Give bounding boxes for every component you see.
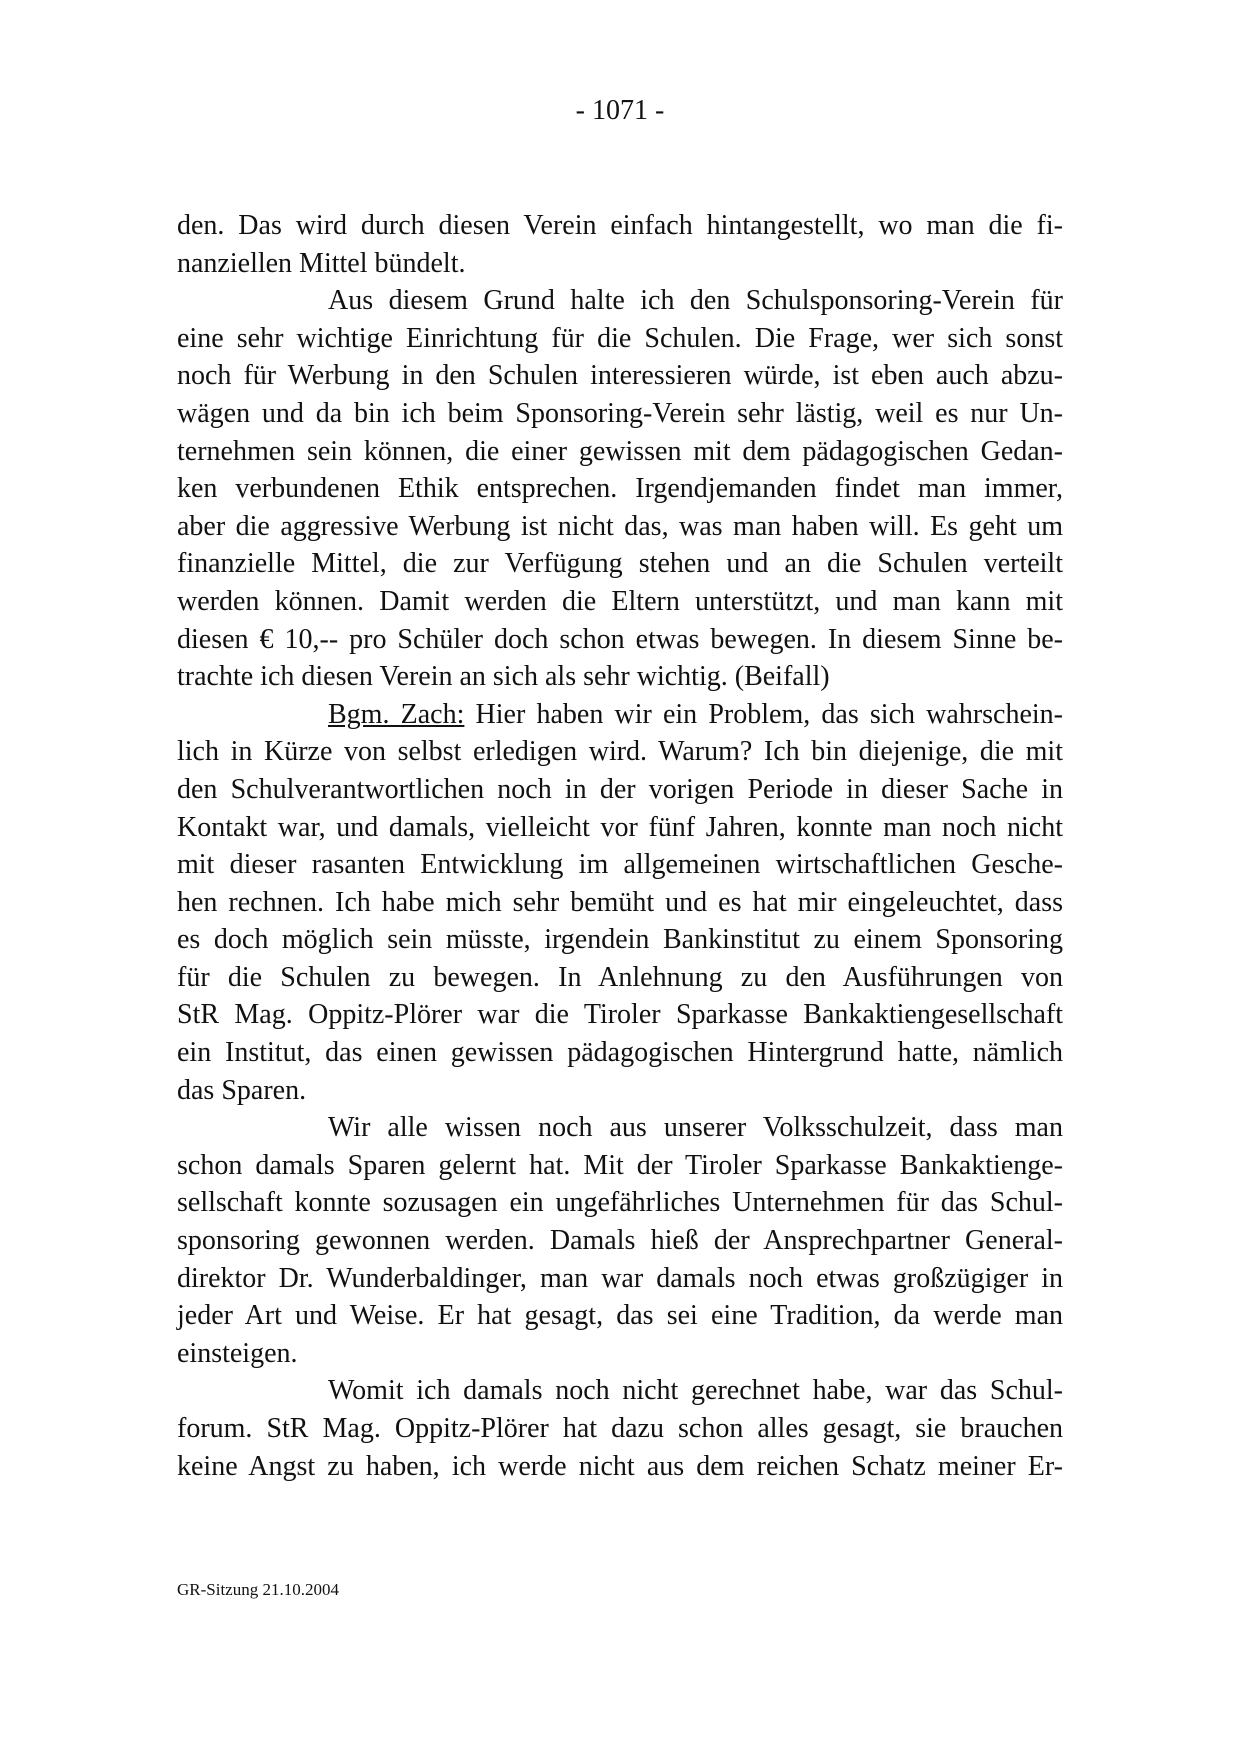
text-line: diesen € 10,-- pro Schüler doch schon etwas bewegen. In diesem Sinne be- — [177, 623, 1063, 655]
text-line: schon damals Sparen gelernt hat. Mit der Tiroler Sparkasse Bankaktienge- — [177, 1149, 1063, 1181]
text-line: werden können. Damit werden die Eltern unterstützt, und man kann mit — [177, 585, 1063, 617]
text-line: Kontakt war, und damals, vielleicht vor fünf Jahren, konnte man noch nicht — [177, 811, 1063, 843]
text-line: StR Mag. Oppitz-Plörer war die Tiroler Sparkasse Bankaktiengesellschaft — [177, 999, 1063, 1031]
speech-text: Hier haben wir ein Problem, das sich wahrschein- — [464, 698, 1063, 730]
text-line: sponsoring gewonnen werden. Damals hieß der Ansprechpartner General- — [177, 1225, 1063, 1257]
text-line: jeder Art und Weise. Er hat gesagt, das sei eine Tradition, da werde man — [177, 1300, 1063, 1332]
text-line: Womit ich damals noch nicht gerechnet habe, war das Schul- — [328, 1375, 1063, 1407]
document-body — [177, 207, 1063, 1485]
text-line: es doch möglich sein müsste, irgendein Bankinstitut zu einem Sponsoring — [177, 924, 1063, 956]
paragraph — [177, 1372, 1063, 1485]
text-line: ternehmen sein können, die einer gewissen mit dem pädagogischen Gedan- — [177, 435, 1063, 467]
speaker-name: Bgm. Zach: — [328, 698, 465, 730]
text-line: noch für Werbung in den Schulen interessieren würde, ist eben auch abzu- — [177, 360, 1063, 392]
text-line — [177, 696, 1063, 734]
text-line: den Schulverantwortlichen noch in der vorigen Periode in dieser Sache in — [177, 773, 1063, 805]
text-line: sellschaft konnte sozusagen ein ungefährliches Unternehmen für das Schul- — [177, 1187, 1063, 1219]
paragraph — [177, 1109, 1063, 1372]
text-line: aber die aggressive Werbung ist nicht das, was man haben will. Es geht um — [177, 510, 1063, 542]
text-line: direktor Dr. Wunderbaldinger, man war damals noch etwas großzügiger in — [177, 1262, 1063, 1294]
text-line: mit dieser rasanten Entwicklung im allgemeinen wirtschaftlichen Gesche- — [177, 849, 1063, 881]
paragraph — [177, 207, 1063, 282]
text-line: wägen und da bin ich beim Sponsoring-Verein sehr lästig, weil es nur Un- — [177, 397, 1063, 429]
text-line: für die Schulen zu bewegen. In Anlehnung zu den Ausführungen von — [177, 961, 1063, 993]
text-line: lich in Kürze von selbst erledigen wird. Warum? Ich bin diejenige, die mit — [177, 736, 1063, 768]
text-line: Wir alle wissen noch aus unserer Volksschulzeit, dass man — [328, 1112, 1063, 1144]
text-line: eine sehr wichtige Einrichtung für die Schulen. Die Frage, wer sich sonst — [177, 322, 1063, 354]
text-line: den. Das wird durch diesen Verein einfach hintangestellt, wo man die fi- — [177, 210, 1063, 241]
text-line: Aus diesem Grund halte ich den Schulsponsoring-Verein für — [328, 285, 1063, 317]
page-number: - 1071 - — [575, 95, 665, 126]
paragraph — [177, 282, 1063, 696]
text-line: nanziellen Mittel bündelt. — [177, 247, 466, 279]
text-line: ein Institut, das einen gewissen pädagogischen Hintergrund hatte, nämlich — [177, 1037, 1063, 1069]
paragraph — [177, 696, 1063, 1110]
text-line: finanzielle Mittel, die zur Verfügung stehen und an die Schulen verteilt — [177, 548, 1063, 580]
footer: GR-Sitzung 21.10.2004 — [177, 1580, 339, 1599]
text-line: trachte ich diesen Verein an sich als sehr wichtig. (Beifall) — [177, 661, 830, 693]
text-line: keine Angst zu haben, ich werde nicht aus dem reichen Schatz meiner Er- — [177, 1450, 1063, 1482]
text-line: einsteigen. — [177, 1337, 298, 1369]
text-line: hen rechnen. Ich habe mich sehr bemüht und es hat mir eingeleuchtet, dass — [177, 886, 1063, 918]
text-line: forum. StR Mag. Oppitz-Plörer hat dazu schon alles gesagt, sie brauchen — [177, 1413, 1063, 1444]
text-line: das Sparen. — [177, 1074, 307, 1106]
text-line: ken verbundenen Ethik entsprechen. Irgendjemanden findet man immer, — [177, 473, 1063, 505]
